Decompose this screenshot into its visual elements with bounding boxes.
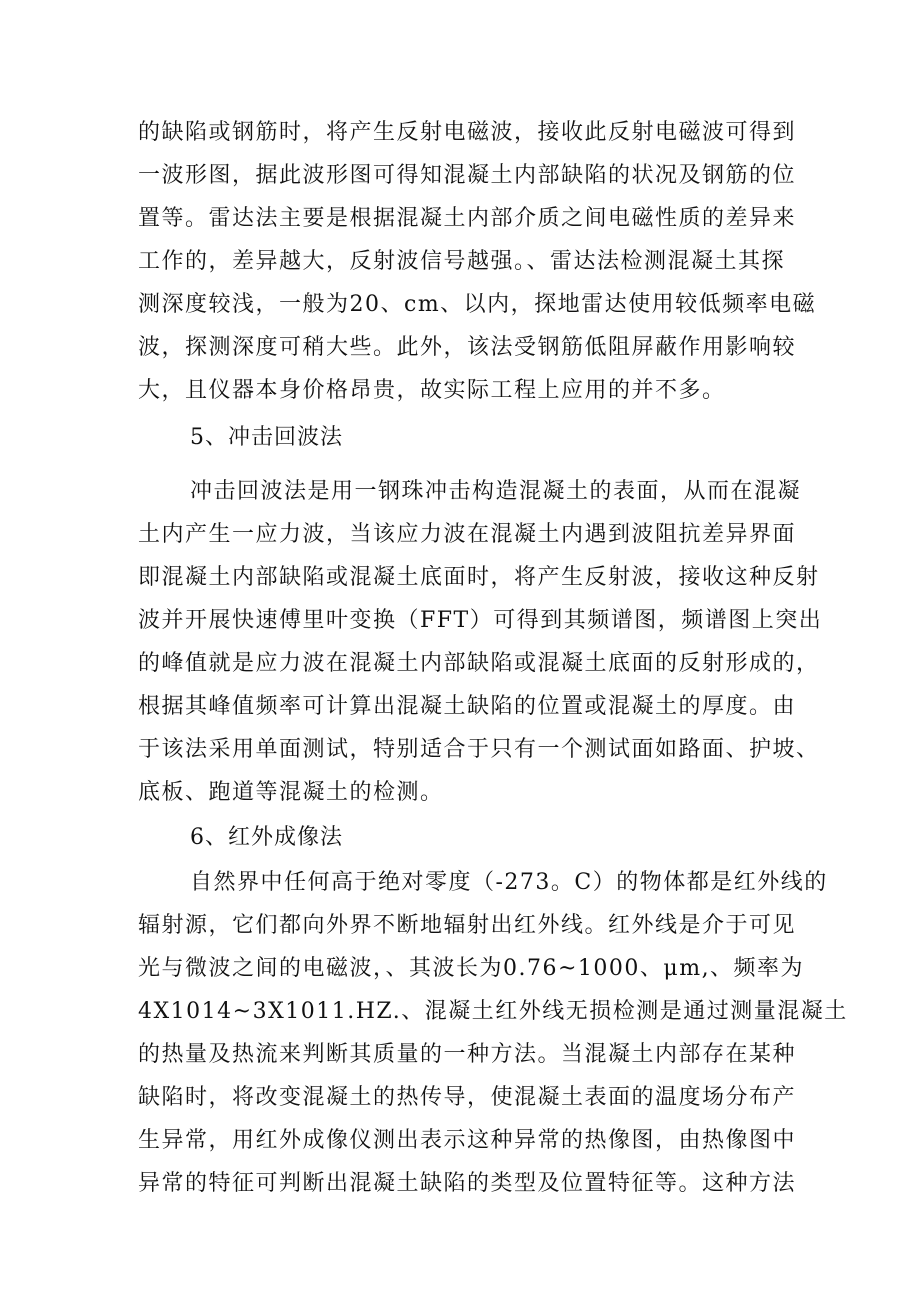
paragraph-2-line: 根据其峰值频率可计算出混凝土缺陷的位置或混凝土的厚度。由: [138, 694, 797, 719]
paragraph-2-line: 即混凝土内部缺陷或混凝土底面时，将产生反射波，接收这种反射: [138, 565, 820, 590]
paragraph-1-line: 一波形图，据此波形图可得知混凝土内部缺陷的状况及钢筋的位: [138, 163, 797, 188]
paragraph-3-line: 异常的特征可判断出混凝土缺陷的类型及位置特征等。这种方法: [138, 1171, 797, 1196]
paragraph-3-line: 自然界中任何高于绝对零度（-273。C）的物体都是红外线的: [190, 870, 828, 895]
paragraph-1-line: 工作的，差异越大，反射波信号越强。、雷达法检测混凝土其探: [138, 249, 786, 274]
paragraph-3-line: 4X1014~3X1011.HZ.、混凝土红外线无损检测是通过测量混凝土: [138, 999, 848, 1024]
paragraph-3-line: 辐射源，它们都向外界不断地辐射出红外线。红外线是介于可见: [138, 913, 797, 938]
paragraph-2-line: 土内产生一应力波，当该应力波在混凝土内遇到波阻抗差异界面: [138, 522, 797, 547]
section-heading-infrared-imaging: 6、红外成像法: [190, 825, 343, 850]
paragraph-2-line: 波并开展快速傅里叶变换（FFT）可得到其频谱图，频谱图上突出: [138, 608, 823, 633]
paragraph-2-line: 的峰值就是应力波在混凝土内部缺陷或混凝土底面的反射形成的，: [138, 651, 820, 676]
paragraph-1-line: 测深度较浅，一般为20、cm、以内，探地雷达使用较低频率电磁: [138, 292, 817, 317]
paragraph-1-line: 波，探测深度可稍大些。此外，该法受钢筋低阻屏蔽作用影响较: [138, 335, 797, 360]
paragraph-3-line: 生异常，用红外成像仪测出表示这种异常的热像图，由热像图中: [138, 1128, 797, 1153]
paragraph-3-line: 光与微波之间的电磁波，、其波长为0.76~1000、μm,、频率为: [138, 956, 805, 981]
paragraph-1-line: 置等。雷达法主要是根据混凝土内部介质之间电磁性质的差异来: [138, 206, 797, 231]
paragraph-1-line: 的缺陷或钢筋时，将产生反射电磁波，接收此反射电磁波可得到: [138, 120, 797, 145]
paragraph-2-line: 底板、跑道等混凝土的检测。: [138, 780, 444, 805]
paragraph-3-line: 缺陷时，将改变混凝土的热传导，使混凝土表面的温度场分布产: [138, 1085, 797, 1110]
section-heading-impact-echo: 5、冲击回波法: [190, 425, 343, 450]
paragraph-2-line: 于该法采用单面测试，特别适合于只有一个测试面如路面、护坡、: [138, 737, 820, 762]
paragraph-3-line: 的热量及热流来判断其质量的一种方法。当混凝土内部存在某种: [138, 1042, 797, 1067]
paragraph-1-line: 大，且仪器本身价格昂贵，故实际工程上应用的并不多。: [138, 378, 726, 403]
paragraph-2-line: 冲击回波法是用一钢珠冲击构造混凝土的表面，从而在混凝: [190, 479, 802, 504]
